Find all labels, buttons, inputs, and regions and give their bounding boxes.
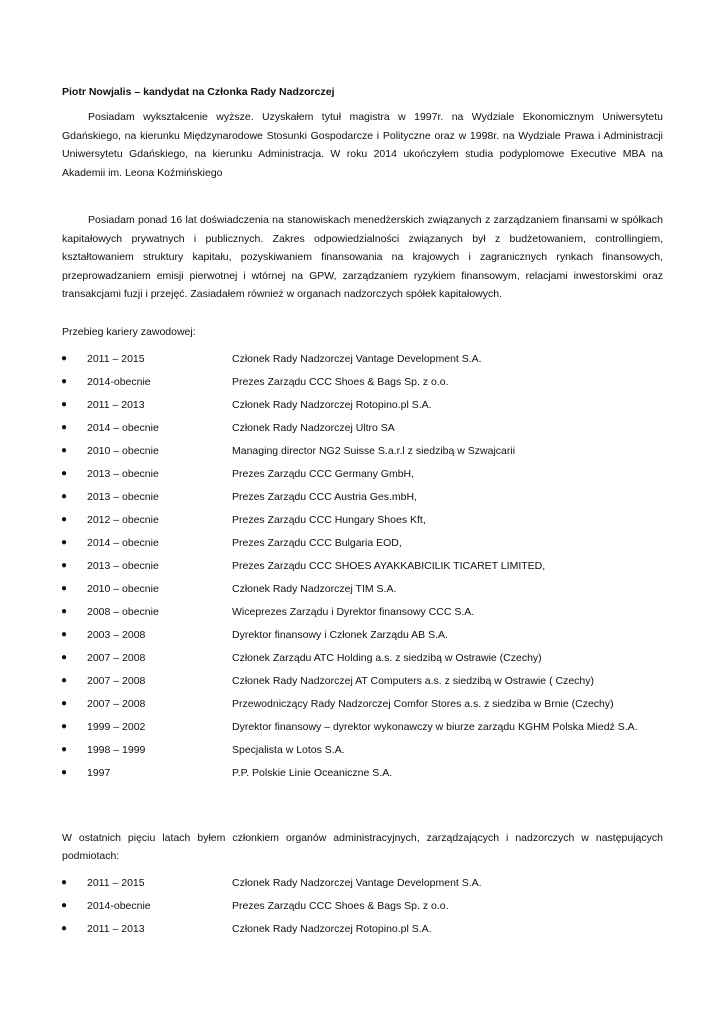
list-item xyxy=(0,534,725,557)
list-item-period: 1998 – 1999 xyxy=(87,744,146,756)
list-item-role: Członek Rady Nadzorczej TIM S.A. xyxy=(232,583,397,595)
list-item xyxy=(0,488,725,511)
bullet-icon: ● xyxy=(61,583,68,594)
list-item-period: 2011 – 2015 xyxy=(87,877,145,889)
list-item xyxy=(0,419,725,442)
list-item-role: Dyrektor finansowy i Członek Zarządu AB S.A. xyxy=(232,629,448,641)
career-label: Przebieg kariery zawodowej: xyxy=(62,326,196,338)
document-title: Piotr Nowjalis – kandydat na Członka Rady Nadzorczej xyxy=(62,86,335,98)
list-item-role: Członek Rady Nadzorczej Rotopino.pl S.A. xyxy=(232,923,432,935)
list-item xyxy=(0,373,725,396)
list-item-role: Prezes Zarządu CCC Bulgaria EOD, xyxy=(232,537,402,549)
list-item-role: Przewodniczący Rady Nadzorczej Comfor Stores a.s. z siedziba w Brnie (Czechy) xyxy=(232,698,614,710)
list-item-role: Członek Rady Nadzorczej Vantage Development S.A. xyxy=(232,353,482,365)
list-item-period: 2014 – obecnie xyxy=(87,422,159,434)
list-item-role: P.P. Polskie Linie Oceaniczne S.A. xyxy=(232,767,393,779)
bullet-icon: ● xyxy=(61,900,68,911)
list-item xyxy=(0,920,725,943)
list-item xyxy=(0,603,725,626)
list-item-role: Członek Rady Nadzorczej Vantage Development S.A. xyxy=(232,877,482,889)
list-item xyxy=(0,626,725,649)
bullet-icon: ● xyxy=(61,491,68,502)
list-item-period: 2010 – obecnie xyxy=(87,445,159,457)
list-item-period: 2011 – 2013 xyxy=(87,399,145,411)
list-item-role: Członek Rady Nadzorczej AT Computers a.s. z siedzibą w Ostrawie ( Czechy) xyxy=(232,675,594,687)
list-item-role: Prezes Zarządu CCC Hungary Shoes Kft, xyxy=(232,514,426,526)
list-item-period: 2003 – 2008 xyxy=(87,629,146,641)
list-item-period: 2007 – 2008 xyxy=(87,652,146,664)
list-item xyxy=(0,649,725,672)
list-item-role: Wiceprezes Zarządu i Dyrektor finansowy CCC S.A. xyxy=(232,606,475,618)
list-item-role: Prezes Zarządu CCC Austria Ges.mbH, xyxy=(232,491,417,503)
bullet-icon: ● xyxy=(61,675,68,686)
list-item-period: 2012 – obecnie xyxy=(87,514,159,526)
list-item-role: Członek Rady Nadzorczej Rotopino.pl S.A. xyxy=(232,399,432,411)
experience-paragraph: Posiadam ponad 16 lat doświadczenia na stanowiskach menedżerskich związanych z zarządzaniem finansami w spółkach kapitałowych prywatnych i publicznych. Zakres odpowiedzialności związanych był z budżetowaniem, controllingiem, kształtowaniem struktury kapitału, pozyskiwaniem finansowania na krajowych i zagranicznych rynkach finansowych, przeprowadzaniem emisji pierwotnej i wtórnej na GPW, zarządzaniem ryzykiem finansowym, relacjami inwestorskimi oraz transakcjami fuzji i przejęć. Zasiadałem również w organach nadzorczych spółek kapitałowych. xyxy=(62,214,663,300)
list-item xyxy=(0,672,725,695)
list-item xyxy=(0,897,725,920)
list-item xyxy=(0,580,725,603)
list-item xyxy=(0,695,725,718)
list-item-period: 2013 – obecnie xyxy=(87,491,159,503)
list-item-role: Prezes Zarządu CCC SHOES AYAKKABICILIK TICARET LIMITED, xyxy=(232,560,546,572)
recent-label: W ostatnich pięciu latach byłem członkiem organów administracyjnych, zarządzających i nadzorczych w następujących podmiotach: xyxy=(62,832,663,862)
list-item-period: 2011 – 2015 xyxy=(87,353,145,365)
list-item-role: Prezes Zarządu CCC Shoes & Bags Sp. z o.o. xyxy=(232,376,449,388)
bullet-icon: ● xyxy=(61,744,68,755)
list-item-role: Prezes Zarządu CCC Germany GmbH, xyxy=(232,468,415,480)
list-item xyxy=(0,874,725,897)
list-item-role: Prezes Zarządu CCC Shoes & Bags Sp. z o.o. xyxy=(232,900,449,912)
bullet-icon: ● xyxy=(61,376,68,387)
bullet-icon: ● xyxy=(61,629,68,640)
bullet-icon: ● xyxy=(61,923,68,934)
bullet-icon: ● xyxy=(61,537,68,548)
list-item-period: 2014 – obecnie xyxy=(87,537,159,549)
list-item-role: Członek Rady Nadzorczej Ultro SA xyxy=(232,422,395,434)
list-item-period: 1999 – 2002 xyxy=(87,721,146,733)
bullet-icon: ● xyxy=(61,514,68,525)
bullet-icon: ● xyxy=(61,399,68,410)
list-item-period: 2014-obecnie xyxy=(87,376,151,388)
bullet-icon: ● xyxy=(61,877,68,888)
bullet-icon: ● xyxy=(61,560,68,571)
bullet-icon: ● xyxy=(61,353,68,364)
list-item xyxy=(0,350,725,373)
list-item-period: 2013 – obecnie xyxy=(87,560,159,572)
bullet-icon: ● xyxy=(61,606,68,617)
list-item-role: Managing director NG2 Suisse S.a.r.l z siedzibą w Szwajcarii xyxy=(232,445,516,457)
list-item xyxy=(0,557,725,580)
list-item xyxy=(0,741,725,764)
list-item-period: 2010 – obecnie xyxy=(87,583,159,595)
list-item-period: 2008 – obecnie xyxy=(87,606,159,618)
list-item xyxy=(0,442,725,465)
list-item-period: 2014-obecnie xyxy=(87,900,151,912)
list-item-period: 2007 – 2008 xyxy=(87,698,146,710)
education-paragraph: Posiadam wykształcenie wyższe. Uzyskałem tytuł magistra w 1997r. na Wydziale Ekonomicznym Uniwersytetu Gdańskiego, na kierunku Międzynarodowe Stosunki Gospodarcze i Polityczne oraz w 1998r. na Wydziale Prawa i Administracji Uniwersytetu Gdańskiego, na kierunku Administracja. W roku 2014 ukończyłem studia podyplomowe Executive MBA na Akademii im. Leona Koźmińskiego xyxy=(62,111,663,179)
bullet-icon: ● xyxy=(61,721,68,732)
list-item-period: 2011 – 2013 xyxy=(87,923,145,935)
bullet-icon: ● xyxy=(61,422,68,433)
list-item-role: Specjalista w Lotos S.A. xyxy=(232,744,345,756)
list-item-period: 2013 – obecnie xyxy=(87,468,159,480)
career-list xyxy=(0,350,725,787)
list-item xyxy=(0,511,725,534)
list-item-period: 2007 – 2008 xyxy=(87,675,146,687)
recent-list xyxy=(0,874,725,943)
bullet-icon: ● xyxy=(61,445,68,456)
list-item-role: Członek Zarządu ATC Holding a.s. z siedzibą w Ostrawie (Czechy) xyxy=(232,652,542,664)
list-item xyxy=(0,718,725,741)
list-item xyxy=(0,396,725,419)
list-item xyxy=(0,465,725,488)
bullet-icon: ● xyxy=(61,767,68,778)
list-item-period: 1997 xyxy=(87,767,111,779)
bullet-icon: ● xyxy=(61,698,68,709)
bullet-icon: ● xyxy=(61,468,68,479)
list-item xyxy=(0,764,725,787)
bullet-icon: ● xyxy=(61,652,68,663)
list-item-role: Dyrektor finansowy – dyrektor wykonawczy w biurze zarządu KGHM Polska Miedź S.A. xyxy=(232,721,638,733)
